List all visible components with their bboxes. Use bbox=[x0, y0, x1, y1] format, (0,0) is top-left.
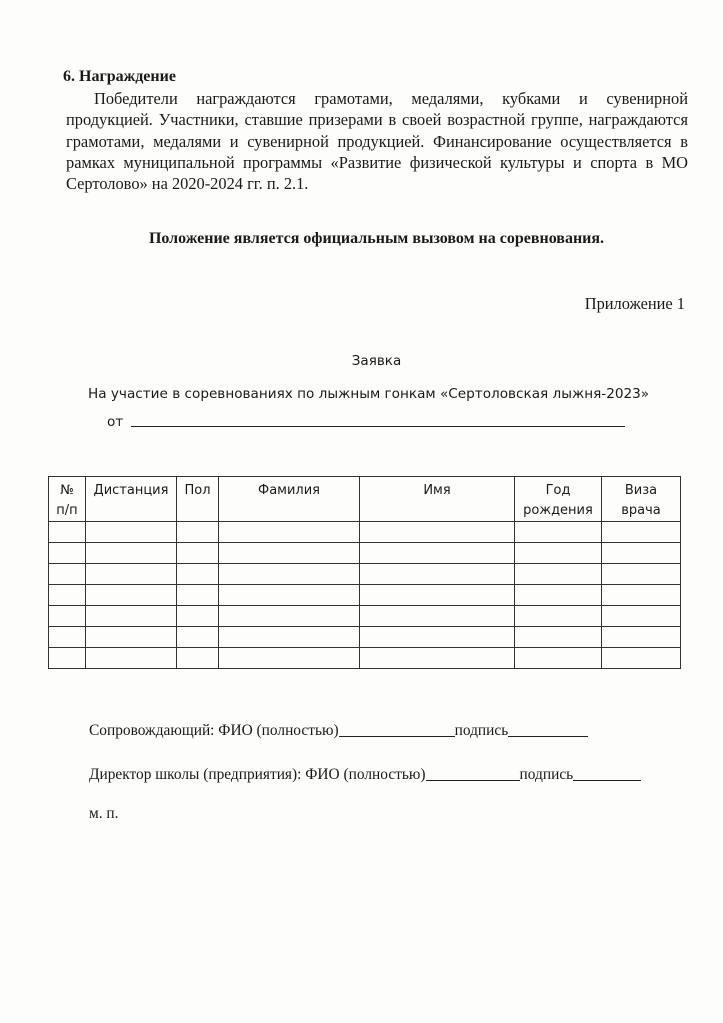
escort-sign-label: подпись bbox=[454, 722, 509, 739]
director-name-blank[interactable] bbox=[426, 780, 520, 781]
table-cell[interactable] bbox=[515, 585, 602, 606]
director-sign-label: подпись bbox=[519, 766, 574, 783]
table-cell[interactable] bbox=[177, 627, 219, 648]
table-cell[interactable] bbox=[86, 543, 177, 564]
header-doctor-visa: Виза врача bbox=[602, 477, 681, 522]
table-row bbox=[49, 627, 681, 648]
section-body-text: Победители награждаются грамотами, медалями, кубками и сувенирной продукцией. Участники, ставшие призерами в своей возрастной группе, награждаются грамотами, медалями и сувенирной продукцией. Финансирование осуществляется в рамках муниципальной программы «Развитие физической культуры и спорта в МО Сертолово» на 2020-2024 гг. п. 2.1. bbox=[66, 89, 688, 194]
header-birth-year: Год рождения bbox=[515, 477, 602, 522]
table-cell[interactable] bbox=[177, 648, 219, 669]
table-cell[interactable] bbox=[86, 522, 177, 543]
header-name: Имя bbox=[360, 477, 515, 522]
header-gender: Пол bbox=[177, 477, 219, 522]
table-cell[interactable] bbox=[360, 585, 515, 606]
official-notice: Положение является официальным вызовом на соревнования. bbox=[148, 230, 605, 247]
table-cell[interactable] bbox=[515, 543, 602, 564]
table-row bbox=[49, 522, 681, 543]
section-heading: 6. Награждение bbox=[63, 68, 176, 85]
escort-name-blank[interactable] bbox=[339, 736, 455, 737]
table-cell[interactable] bbox=[219, 606, 360, 627]
table-cell[interactable] bbox=[515, 564, 602, 585]
director-sign-blank[interactable] bbox=[573, 780, 641, 781]
table-cell[interactable] bbox=[49, 585, 86, 606]
table-cell[interactable] bbox=[360, 627, 515, 648]
table-row bbox=[49, 606, 681, 627]
table-cell[interactable] bbox=[602, 606, 681, 627]
table-cell[interactable] bbox=[602, 648, 681, 669]
table-cell[interactable] bbox=[602, 564, 681, 585]
table-cell[interactable] bbox=[49, 627, 86, 648]
table-cell[interactable] bbox=[515, 606, 602, 627]
table-cell[interactable] bbox=[177, 522, 219, 543]
table-cell[interactable] bbox=[177, 564, 219, 585]
from-label: от bbox=[107, 414, 124, 430]
table-cell[interactable] bbox=[219, 543, 360, 564]
table-cell[interactable] bbox=[360, 564, 515, 585]
header-distance: Дистанция bbox=[86, 477, 177, 522]
table-cell[interactable] bbox=[219, 585, 360, 606]
director-signature-line bbox=[89, 766, 641, 784]
director-label: Директор школы (предприятия): ФИО (полностью) bbox=[89, 766, 426, 783]
table-cell[interactable] bbox=[602, 543, 681, 564]
seal-mark: м. п. bbox=[89, 805, 119, 822]
table-cell[interactable] bbox=[219, 648, 360, 669]
table-cell[interactable] bbox=[177, 543, 219, 564]
table-cell[interactable] bbox=[49, 606, 86, 627]
table-cell[interactable] bbox=[219, 522, 360, 543]
table-cell[interactable] bbox=[360, 522, 515, 543]
table-cell[interactable] bbox=[86, 585, 177, 606]
table-cell[interactable] bbox=[86, 627, 177, 648]
table-cell[interactable] bbox=[49, 648, 86, 669]
table-cell[interactable] bbox=[86, 648, 177, 669]
table-cell[interactable] bbox=[360, 543, 515, 564]
table-row bbox=[49, 564, 681, 585]
entry-table bbox=[48, 476, 681, 669]
form-title: Заявка bbox=[351, 353, 402, 369]
escort-signature-line bbox=[89, 722, 588, 740]
escort-sign-blank[interactable] bbox=[508, 736, 588, 737]
table-cell[interactable] bbox=[219, 564, 360, 585]
table-cell[interactable] bbox=[49, 564, 86, 585]
table-cell[interactable] bbox=[49, 522, 86, 543]
table-cell[interactable] bbox=[86, 564, 177, 585]
table-row bbox=[49, 543, 681, 564]
header-surname: Фамилия bbox=[219, 477, 360, 522]
escort-label: Сопровождающий: ФИО (полностью) bbox=[89, 722, 339, 739]
table-cell[interactable] bbox=[602, 627, 681, 648]
from-blank-field[interactable] bbox=[131, 426, 625, 427]
form-subtitle: На участие в соревнованиях по лыжным гонкам «Сертоловская лыжня-2023» bbox=[88, 386, 650, 402]
table-row bbox=[49, 648, 681, 669]
table-cell[interactable] bbox=[177, 585, 219, 606]
table-cell[interactable] bbox=[515, 627, 602, 648]
table-cell[interactable] bbox=[602, 585, 681, 606]
table-cell[interactable] bbox=[360, 606, 515, 627]
table-cell[interactable] bbox=[177, 606, 219, 627]
table-cell[interactable] bbox=[86, 606, 177, 627]
table-cell[interactable] bbox=[219, 627, 360, 648]
table-cell[interactable] bbox=[49, 543, 86, 564]
table-cell[interactable] bbox=[515, 522, 602, 543]
table-header-row bbox=[49, 477, 681, 522]
header-number: № п/п bbox=[49, 477, 86, 522]
appendix-label: Приложение 1 bbox=[584, 294, 685, 313]
table-row bbox=[49, 585, 681, 606]
from-line bbox=[107, 414, 625, 430]
table-cell[interactable] bbox=[515, 648, 602, 669]
table-cell[interactable] bbox=[602, 522, 681, 543]
table-cell[interactable] bbox=[360, 648, 515, 669]
